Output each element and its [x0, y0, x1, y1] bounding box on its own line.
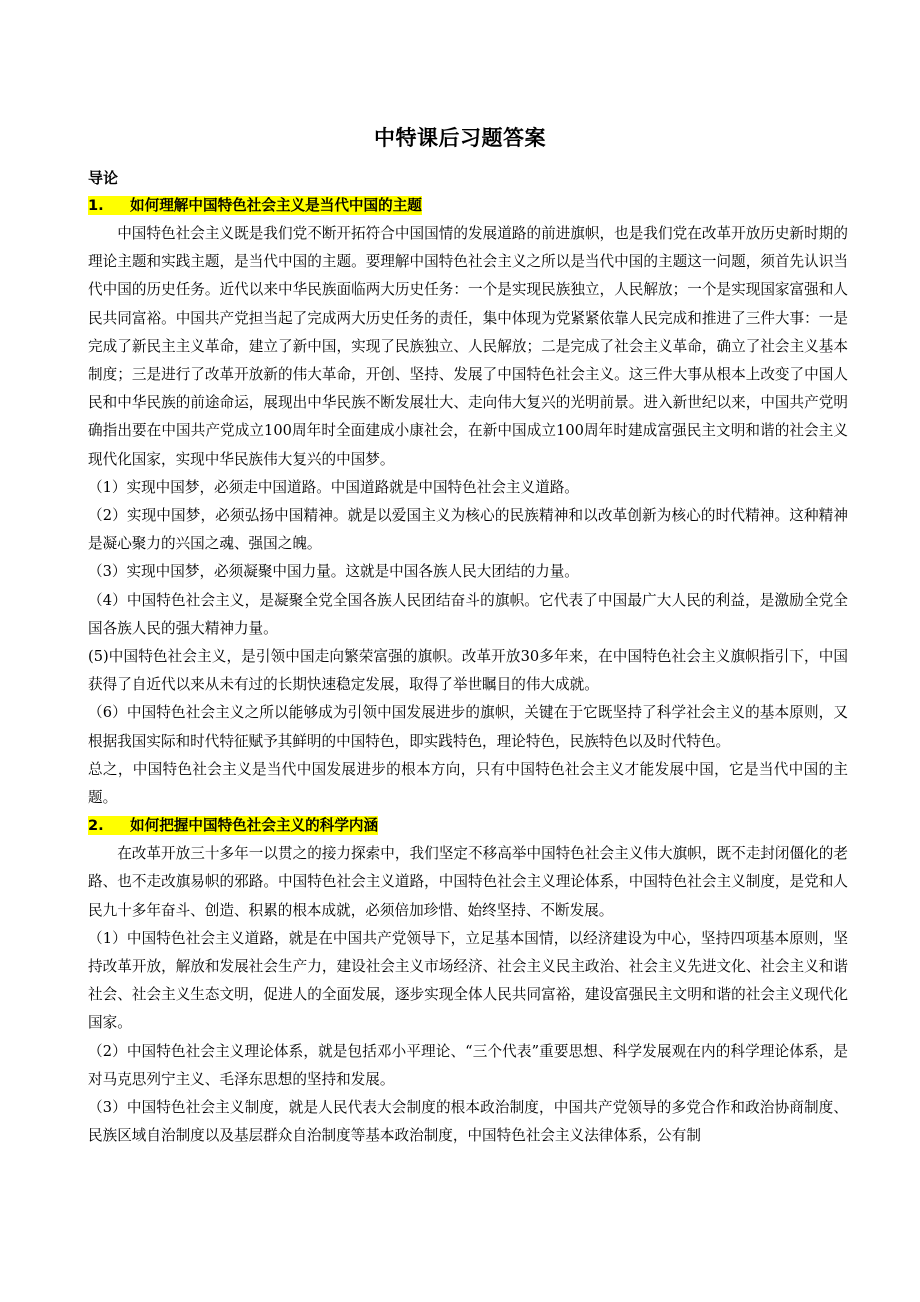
- question-heading-1: [88, 192, 848, 220]
- paragraph: （4）中国特色社会主义，是凝聚全党全国各族人民团结奋斗的旗帜。它代表了中国最广大人民的利益，是激励全党全国各族人民的强大精神力量。: [88, 591, 848, 637]
- paragraph: （1）实现中国梦，必须走中国道路。中国道路就是中国特色社会主义道路。: [88, 478, 579, 496]
- section-heading: 导论: [88, 169, 119, 187]
- question-title: 如何理解中国特色社会主义是当代中国的主题: [130, 197, 422, 214]
- paragraph: (5)中国特色社会主义，是引领中国走向繁荣富强的旗帜。改革开放30多年来，在中国特色社会主义旗帜指引下，中国获得了自近代以来从未有过的长期快速稳定发展，取得了举世瞩目的伟大成就。: [88, 648, 848, 694]
- page-title: 中特课后习题答案: [374, 126, 546, 150]
- paragraph: （2）中国特色社会主义理论体系，就是包括邓小平理论、“三个代表”重要思想、科学发展观在内的科学理论体系，是对马克思列宁主义、毛泽东思想的坚持和发展。: [88, 1042, 848, 1088]
- question-number: 1.: [88, 197, 104, 214]
- paragraph: 总之，中国特色社会主义是当代中国发展进步的根本方向，只有中国特色社会主义才能发展中国，它是当代中国的主题。: [88, 760, 848, 807]
- question-number: 2.: [88, 817, 104, 835]
- document-body: [88, 164, 848, 1151]
- paragraph: （1）中国特色社会主义道路，就是在中国共产党领导下，立足基本国情，以经济建设为中心，坚持四项基本原则，坚持改革开放，解放和发展社会生产力，建设社会主义市场经济、社会主义民主政治、社会主义先进文化、社会主义和谐社会、社会主义生态文明，促进人的全面发展，逐步实现全体人民共同富裕，建设富强民主文明和谐的社会主义现代化国家。: [88, 929, 848, 1032]
- paragraph: （3）实现中国梦，必须凝聚中国力量。这就是中国各族人民大团结的力量。: [88, 563, 579, 581]
- question-highlight: [88, 816, 378, 835]
- question-heading-2: [88, 812, 848, 840]
- paragraph: 在改革开放三十多年一以贯之的接力探索中，我们坚定不移高举中国特色社会主义伟大旗帜，既不走封闭僵化的老路、也不走改旗易帜的邪路。中国特色社会主义道路，中国特色社会主义理论体系，中国特色社会主义制度，是党和人民九十多年奋斗、创造、积累的根本成就，必须倍加珍惜、始终坚持、不断发展。: [88, 845, 848, 919]
- paragraph: （6）中国特色社会主义之所以能够成为引领中国发展进步的旗帜，关键在于它既坚持了科学社会主义的基本原则，又根据我国实际和时代特征赋予其鲜明的中国特色，即实践特色，理论特色，民族特色以及时代特色。: [88, 704, 848, 750]
- paragraph: （2）实现中国梦，必须弘扬中国精神。就是以爱国主义为核心的民族精神和以改革创新为核心的时代精神。这种精神是凝心聚力的兴国之魂、强国之魄。: [88, 507, 848, 553]
- paragraph: （3）中国特色社会主义制度，就是人民代表大会制度的根本政治制度，中国共产党领导的多党合作和政治协商制度、民族区域自治制度以及基层群众自治制度等基本政治制度，中国特色社会主义法律体系，公有制: [88, 1099, 848, 1145]
- question-highlight: [88, 196, 422, 215]
- question-title: 如何把握中国特色社会主义的科学内涵: [130, 817, 379, 835]
- paragraph: 中国特色社会主义既是我们党不断开拓符合中国国情的发展道路的前进旗帜，也是我们党在改革开放历史新时期的理论主题和实践主题，是当代中国的主题。要理解中国特色社会主义之所以是当代中国的主题这一问题，须首先认识当代中国的历史任务。近代以来中华民族面临两大历史任务：一个是实现民族独立，人民解放；一个是实现国家富强和人民共同富裕。中国共产党担当起了完成两大历史任务的责任，集中体现为党紧紧依靠人民完成和推进了三件大事：一是完成了新民主主义革命，建立了新中国，实现了民族独立、人民解放；二是完成了社会主义革命，确立了社会主义基本制度；三是进行了改革开放新的伟大革命，开创、坚持、发展了中国特色社会主义。这三件大事从根本上改变了中国人民和中华民族的前途命运，展现出中华民族不断发展壮大、走向伟大复兴的光明前景。进入新世纪以来，中国共产党明确指出要在中国共产党成立100周年时全面建成小康社会，在新中国成立100周年时建成富强民主文明和谐的社会主义现代化国家，实现中华民族伟大复兴的中国梦。: [88, 225, 848, 468]
